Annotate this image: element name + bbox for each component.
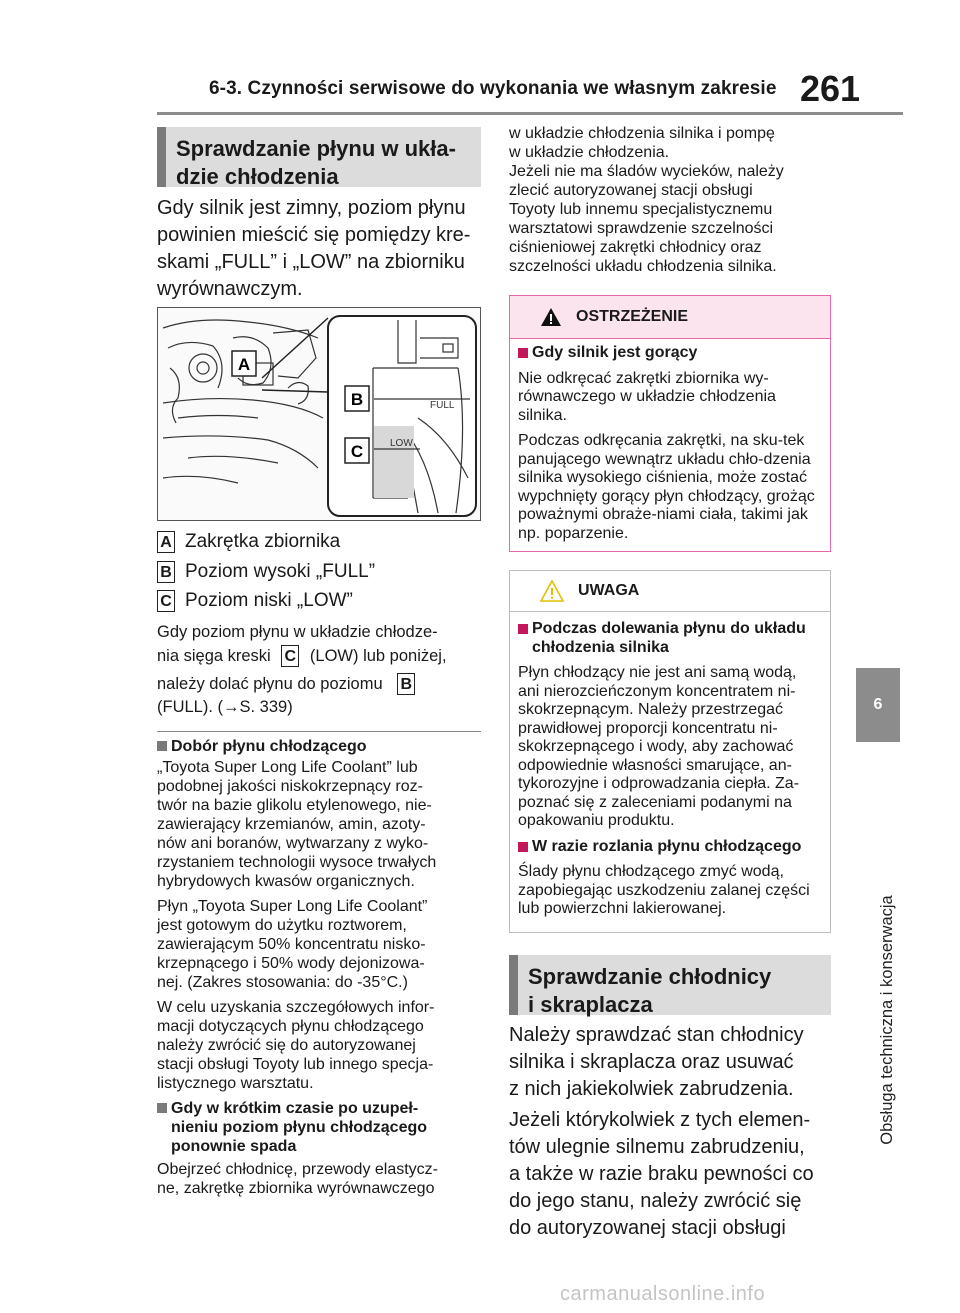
cont-line: szczelności układu chłodzenia silnika.	[509, 258, 777, 275]
caution-subheading: Podczas dolewania płynu do układu chłodzenia silnika	[518, 620, 822, 657]
instruction-text: należy dolać płynu do poziomu	[157, 675, 383, 693]
chapter-side-label: Obsługa techniczna i konserwacja	[878, 895, 896, 1145]
square-bullet-icon	[157, 741, 167, 751]
square-bullet-icon	[518, 624, 528, 634]
section-heading-line1: Sprawdzanie chłodnicy	[528, 964, 772, 989]
note-line: „Toyota Super Long Life Coolant” lub	[157, 759, 418, 776]
radiator-line: z nich jakiekolwiek zabrudzenia.	[509, 1078, 794, 1100]
note-line: należy zwrócić się do autoryzowanej	[157, 1037, 416, 1054]
warning-subheading: Gdy silnik jest gorący	[518, 344, 822, 363]
note-line: stacji obsługi Toyoty lub innego specja-	[157, 1056, 434, 1073]
callout-b-label: B	[350, 390, 364, 409]
refill-instruction	[157, 622, 487, 716]
legend-text: Poziom wysoki „FULL”	[185, 561, 376, 582]
note-line: hybrydowych kwasów organicznych.	[157, 873, 415, 890]
section-heading-line2: dzie chłodzenia	[176, 164, 339, 189]
instruction-line: (FULL). (→S. 339)	[157, 698, 293, 716]
note-line: W celu uzyskania szczegółowych infor-	[157, 999, 435, 1016]
legend-key: C	[157, 590, 175, 612]
note-paragraph	[157, 758, 487, 891]
section-heading-radiator	[509, 955, 831, 1015]
cont-line: w układzie chłodzenia.	[509, 144, 670, 161]
note-heading-line: nieniu poziom płynu chłodzącego	[171, 1119, 428, 1136]
square-bullet-icon	[518, 348, 528, 358]
low-mark-text: LOW	[390, 438, 413, 449]
warning-label: OSTRZEŻENIE	[576, 308, 689, 325]
header-rule	[157, 112, 903, 115]
cont-line: Toyoty lub innemu specjalistycznemu	[509, 201, 773, 218]
square-bullet-icon	[518, 842, 528, 852]
note-line: podobnej jakości niskokrzepnący roz-	[157, 778, 423, 795]
caution-subheading: W razie rozlania płynu chłodzącego	[518, 838, 822, 857]
cont-line: zlecić autoryzowanej stacji obsługi	[509, 182, 753, 199]
running-header-title: 6-3. Czynności serwisowe do wykonania we własnym zakresie	[209, 78, 777, 99]
section-heading-line1: Sprawdzanie płynu w ukła-	[176, 136, 456, 161]
inline-key-b: B	[397, 673, 415, 695]
radiator-line: Jeżeli którykolwiek z tych elemen-	[509, 1109, 811, 1131]
cont-line: Jeżeli nie ma śladów wycieków, należy	[509, 163, 784, 180]
instruction-text: nia sięga kreski	[157, 647, 271, 665]
warning-body	[510, 339, 830, 543]
inline-key-c: C	[281, 645, 299, 667]
warning-triangle-icon	[540, 307, 562, 327]
radiator-line: do jego stanu, należy zwrócić się	[509, 1190, 802, 1212]
callout-c-label: C	[350, 442, 364, 461]
note-heading-coolant: Dobór płynu chłodzącego	[157, 737, 487, 756]
note-paragraph	[157, 897, 487, 992]
note-line: zawierający krzemianów, amin, azoty-	[157, 816, 426, 833]
note-heading-line: Gdy w krótkim czasie po uzupeł-	[171, 1100, 419, 1117]
intro-line: skami „FULL” i „LOW” na zbiorniku	[157, 251, 465, 273]
note-line: Płyn „Toyota Super Long Life Coolant”	[157, 898, 428, 915]
legend-text: Zakrętka zbiornika	[185, 531, 341, 552]
caution-triangle-icon	[540, 580, 564, 602]
cont-line: w układzie chłodzenia silnika i pompę	[509, 125, 775, 142]
legend-key: B	[157, 561, 175, 583]
note-line: Obejrzeć chłodnicę, przewody elastycz-	[157, 1161, 439, 1178]
continued-paragraph	[509, 124, 839, 276]
note-line: rzystaniem technologii wysoce trwałych	[157, 854, 437, 871]
cont-line: ciśnieniowej zakrętki chłodnicy oraz	[509, 239, 762, 256]
caution-header	[510, 571, 830, 612]
caution-body	[510, 612, 830, 919]
notes-block	[157, 737, 487, 1198]
radiator-line: tów ulegnie silnemu zabrudzeniu,	[509, 1136, 805, 1158]
watermark: carmanualsonline.info	[560, 1283, 766, 1305]
radiator-line: do autoryzowanej stacji obsługi	[509, 1217, 786, 1239]
intro-line: Gdy silnik jest zimny, poziom płynu	[157, 197, 466, 219]
radiator-paragraph-2	[509, 1107, 849, 1242]
section-heading-coolant	[157, 127, 481, 187]
intro-paragraph	[157, 195, 487, 303]
instruction-text: (LOW) lub poniżej,	[309, 647, 447, 665]
radiator-line: a także w razie braku pewności co	[509, 1163, 814, 1185]
intro-line: powinien mieścić się pomiędzy kre-	[157, 224, 471, 246]
note-paragraph	[157, 998, 487, 1093]
note-line: nej. (Zakres stosowania: do -35°C.)	[157, 974, 408, 991]
coolant-fluid	[374, 426, 414, 498]
caution-paragraph: Płyn chłodzący nie jest ani samą wodą, ani nierozcieńczonym koncentratem ni-skokrzepnącym. Należy przestrzegać prawidłowej proporcji koncentratu ni-skokrzepnącego i wody, aby zachować odpowiednie własności smarujące, an-tykorozyjne i odprowadzania ciepła. Za-poznać się z zaleceniami podanymi na opakowaniu produktu.	[518, 664, 800, 829]
cont-line: warsztatowi sprawdzenie szczelności	[509, 220, 774, 237]
legend-key: A	[157, 531, 175, 553]
radiator-paragraph-1	[509, 1022, 849, 1103]
section-heading-line2: i skraplacza	[528, 992, 653, 1017]
legend-item-a	[157, 530, 340, 554]
callout-a-label: A	[237, 355, 251, 374]
note-line: twór na bazie glikolu etylenowego, nie-	[157, 797, 432, 814]
instruction-line	[157, 642, 487, 670]
radiator-line: Należy sprawdzać stan chłodnicy	[509, 1024, 804, 1046]
square-bullet-icon	[157, 1103, 167, 1113]
radiator-line: silnika i skraplacza oraz usuwać	[509, 1051, 794, 1073]
coolant-reservoir-figure	[157, 307, 481, 521]
section-divider	[157, 731, 481, 732]
chapter-tab: 6	[856, 668, 900, 742]
page-number: 261	[800, 68, 861, 109]
note-heading-line: ponownie spada	[171, 1138, 297, 1155]
note-line: krzepnącego i 50% wody dejonizowa-	[157, 955, 425, 972]
note-line: nów ani boranów, wytwarzany z wyko-	[157, 835, 429, 852]
note-paragraph	[157, 1160, 487, 1198]
caution-label: UWAGA	[578, 582, 640, 599]
legend-item-b	[157, 560, 375, 584]
instruction-line: Gdy poziom płynu w układzie chłodze-	[157, 623, 438, 641]
note-line: listycznego warsztatu.	[157, 1075, 314, 1092]
warning-paragraph: Nie odkręcać zakrętki zbiornika wy-równawczego w układzie chłodzenia silnika.	[518, 369, 776, 424]
intro-line: wyrównawczym.	[157, 278, 303, 300]
note-line: ne, zakrętkę zbiornika wyrównawczego	[157, 1180, 435, 1197]
caution-paragraph: Ślady płynu chłodzącego zmyć wodą, zapobiegając uszkodzeniu zalanej części lub powierzchni lakierowanej.	[518, 863, 810, 917]
caution-box	[509, 570, 831, 933]
note-line: macji dotyczących płynu chłodzącego	[157, 1018, 424, 1035]
full-mark-text: FULL	[430, 400, 455, 411]
warning-header	[510, 296, 830, 339]
legend-item-c	[157, 589, 353, 613]
legend-text: Poziom niski „LOW”	[185, 590, 353, 611]
engine-bay-illustration	[158, 308, 481, 521]
warning-box	[509, 295, 831, 552]
note-heading-drop	[157, 1099, 487, 1156]
warning-paragraph: Podczas odkręcania zakrętki, na sku-tek panującego wewnątrz układu chło-dzenia silnika wysokiego ciśnienia, może zostać wypchnięty gorący płyn chłodzący, grożąc poważnymi obraże-niami ciała, takimi jak np. poparzenie.	[518, 432, 815, 542]
note-line: jest gotowym do użytku roztworem,	[157, 917, 407, 934]
instruction-line	[157, 670, 487, 698]
note-line: zawierającym 50% koncentratu nisko-	[157, 936, 426, 953]
